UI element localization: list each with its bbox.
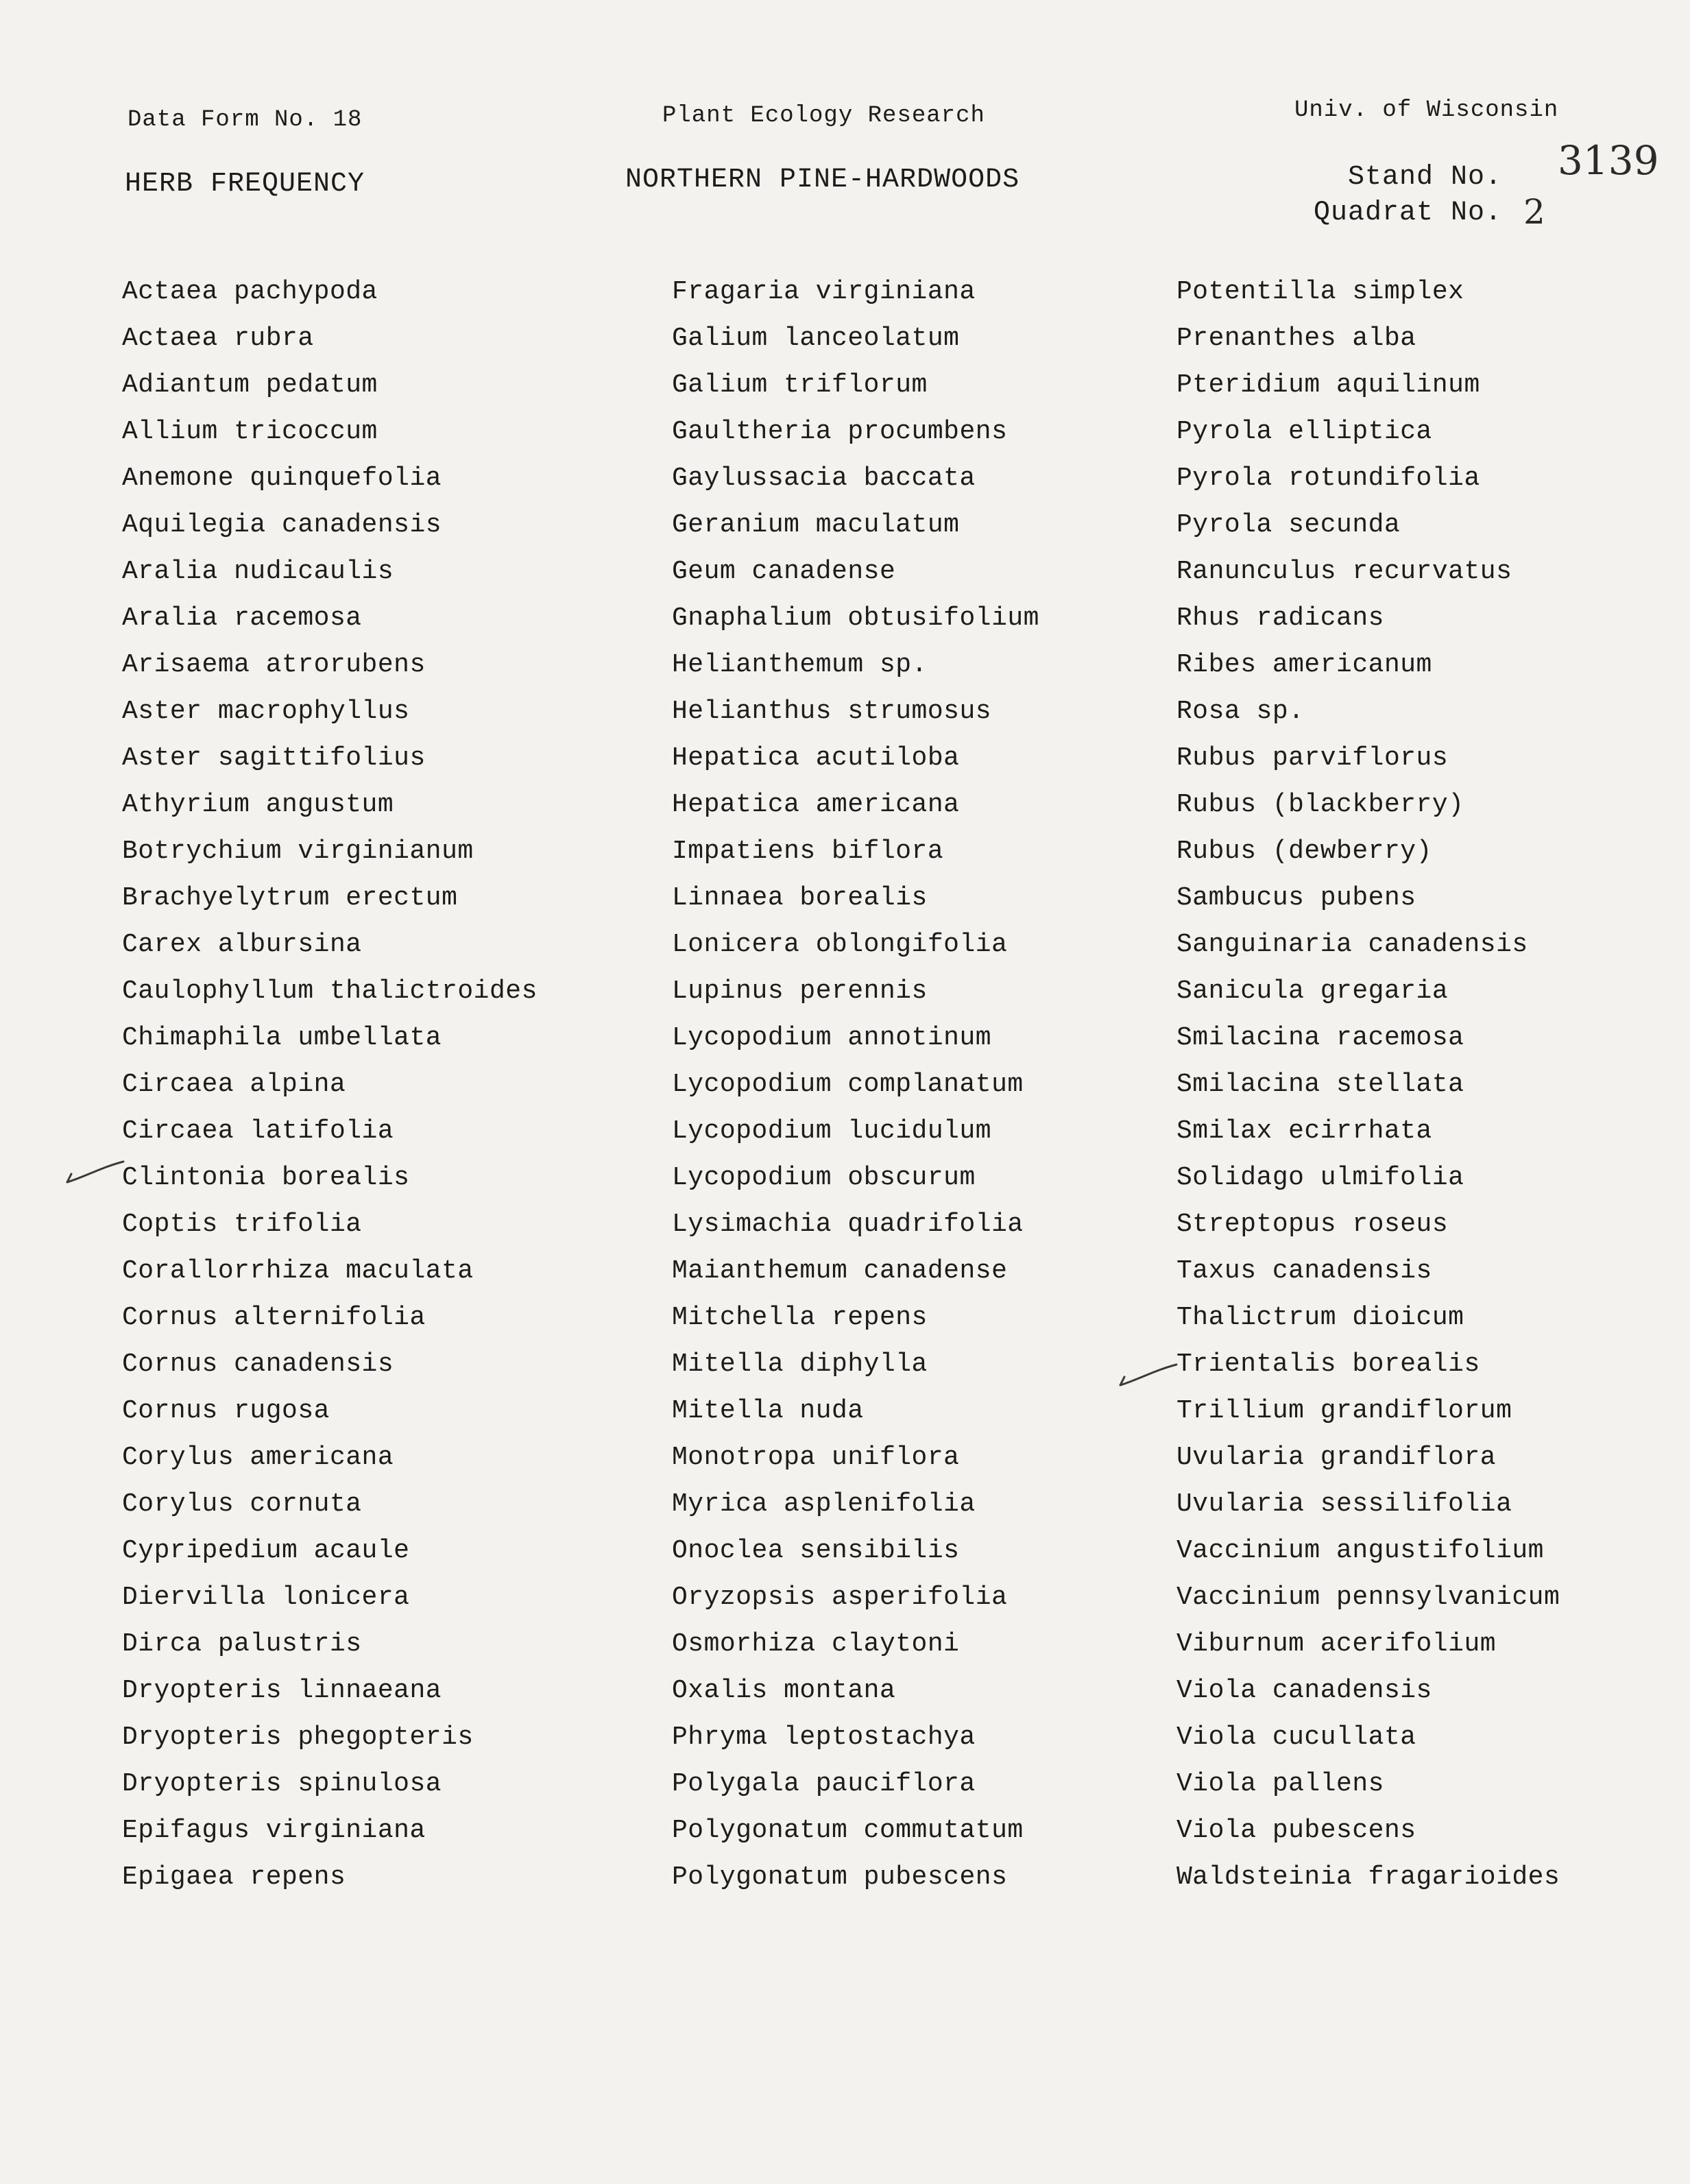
university-label: Univ. of Wisconsin	[1294, 97, 1559, 123]
species-item: Ranunculus recurvatus	[1176, 557, 1512, 586]
checkmark-icon	[1118, 1362, 1179, 1389]
species-item: Gaylussacia baccata	[672, 464, 976, 493]
species-item: Dryopteris phegopteris	[122, 1723, 474, 1752]
species-item: Monotropa uniflora	[672, 1443, 960, 1472]
species-item: Gaultheria procumbens	[672, 417, 1008, 446]
species-item: Helianthemum sp.	[672, 650, 928, 680]
species-item: Lonicera oblongifolia	[672, 930, 1008, 959]
species-item: Prenanthes alba	[1176, 324, 1416, 353]
species-item: Waldsteinia fragarioides	[1176, 1862, 1560, 1892]
species-item: Brachyelytrum erectum	[122, 883, 458, 913]
species-item: Pyrola rotundifolia	[1176, 464, 1480, 493]
species-item: Viola pubescens	[1176, 1816, 1416, 1845]
species-item: Rubus (blackberry)	[1176, 790, 1464, 819]
species-item: Vaccinium angustifolium	[1176, 1536, 1544, 1565]
species-item: Helianthus strumosus	[672, 697, 992, 726]
species-item: Hepatica americana	[672, 790, 960, 819]
species-item: Fragaria virginiana	[672, 277, 976, 307]
stand-number-label: Stand No.	[1348, 162, 1503, 193]
species-item: Polygonatum pubescens	[672, 1862, 1008, 1892]
species-item: Sanguinaria canadensis	[1176, 930, 1528, 959]
species-item: Arisaema atrorubens	[122, 650, 426, 680]
species-item: Potentilla simplex	[1176, 277, 1464, 307]
species-item: Actaea pachypoda	[122, 277, 378, 307]
species-item: Oxalis montana	[672, 1676, 896, 1705]
species-item: Gnaphalium obtusifolium	[672, 603, 1039, 633]
species-item: Impatiens biflora	[672, 837, 944, 866]
species-item: Polygala pauciflora	[672, 1769, 976, 1799]
species-item: Viburnum acerifolium	[1176, 1629, 1497, 1659]
species-item: Adiantum pedatum	[122, 370, 378, 400]
species-item: Corylus americana	[122, 1443, 394, 1472]
species-item: Lysimachia quadrifolia	[672, 1210, 1024, 1239]
species-item: Actaea rubra	[122, 324, 314, 353]
quadrat-number-value: 2	[1523, 192, 1545, 232]
species-item: Carex albursina	[122, 930, 362, 959]
species-item: Clintonia borealis	[122, 1163, 410, 1192]
species-item: Uvularia sessilifolia	[1176, 1489, 1512, 1519]
species-item: Dryopteris linnaeana	[122, 1676, 442, 1705]
species-item: Rubus (dewberry)	[1176, 837, 1432, 866]
species-item: Rhus radicans	[1176, 603, 1384, 633]
species-item: Rosa sp.	[1176, 697, 1305, 726]
species-item: Solidago ulmifolia	[1176, 1163, 1464, 1192]
species-column-1	[122, 269, 538, 1901]
species-item: Vaccinium pennsylvanicum	[1176, 1583, 1560, 1612]
species-item: Pteridium aquilinum	[1176, 370, 1480, 400]
species-item: Aralia racemosa	[122, 603, 362, 633]
species-item: Uvularia grandiflora	[1176, 1443, 1497, 1472]
species-item: Mitella nuda	[672, 1396, 864, 1426]
species-item: Caulophyllum thalictroides	[122, 976, 538, 1006]
species-item: Smilacina racemosa	[1176, 1023, 1464, 1053]
species-item: Trientalis borealis	[1176, 1349, 1480, 1379]
species-column-2	[672, 269, 1039, 1901]
community-title: NORTHERN PINE-HARDWOODS	[625, 165, 1020, 195]
species-item: Sambucus pubens	[1176, 883, 1416, 913]
species-item: Athyrium angustum	[122, 790, 394, 819]
species-item: Polygonatum commutatum	[672, 1816, 1024, 1845]
species-item: Trillium grandiflorum	[1176, 1396, 1512, 1426]
species-item: Lupinus perennis	[672, 976, 928, 1006]
species-item: Viola canadensis	[1176, 1676, 1432, 1705]
species-item: Aster sagittifolius	[122, 743, 426, 773]
species-item: Myrica asplenifolia	[672, 1489, 976, 1519]
species-item: Cornus rugosa	[122, 1396, 330, 1426]
species-item: Mitella diphylla	[672, 1349, 928, 1379]
species-item: Botrychium virginianum	[122, 837, 474, 866]
checkmark-icon	[64, 1159, 126, 1186]
species-item: Smilax ecirrhata	[1176, 1116, 1432, 1146]
species-item: Allium tricoccum	[122, 417, 378, 446]
species-item: Geranium maculatum	[672, 510, 960, 540]
species-item: Pyrola secunda	[1176, 510, 1401, 540]
species-item: Anemone quinquefolia	[122, 464, 442, 493]
species-item: Diervilla lonicera	[122, 1583, 410, 1612]
quadrat-number-label: Quadrat No.	[1314, 197, 1503, 228]
species-item: Smilacina stellata	[1176, 1070, 1464, 1099]
species-item: Cornus alternifolia	[122, 1303, 426, 1332]
species-item: Corallorrhiza maculata	[122, 1256, 474, 1286]
species-item: Oryzopsis asperifolia	[672, 1583, 1008, 1612]
species-item: Viola pallens	[1176, 1769, 1384, 1799]
species-item: Cypripedium acaule	[122, 1536, 410, 1565]
species-item: Osmorhiza claytoni	[672, 1629, 960, 1659]
organization-label: Plant Ecology Research	[662, 103, 985, 129]
species-item: Dirca palustris	[122, 1629, 362, 1659]
species-item: Galium triflorum	[672, 370, 928, 400]
species-item: Viola cucullata	[1176, 1723, 1416, 1752]
species-item: Epifagus virginiana	[122, 1816, 426, 1845]
species-item: Streptopus roseus	[1176, 1210, 1449, 1239]
species-column-3	[1176, 269, 1560, 1901]
species-item: Aralia nudicaulis	[122, 557, 394, 586]
species-item: Mitchella repens	[672, 1303, 928, 1332]
species-item: Galium lanceolatum	[672, 324, 960, 353]
species-item: Pyrola elliptica	[1176, 417, 1432, 446]
species-item: Sanicula gregaria	[1176, 976, 1449, 1006]
species-item: Lycopodium lucidulum	[672, 1116, 992, 1146]
species-item: Hepatica acutiloba	[672, 743, 960, 773]
form-number-label: Data Form No. 18	[128, 107, 363, 133]
species-item: Lycopodium annotinum	[672, 1023, 992, 1053]
species-item: Maianthemum canadense	[672, 1256, 1008, 1286]
species-item: Aster macrophyllus	[122, 697, 410, 726]
species-item: Geum canadense	[672, 557, 896, 586]
species-item: Circaea alpina	[122, 1070, 346, 1099]
species-item: Coptis trifolia	[122, 1210, 362, 1239]
species-item: Corylus cornuta	[122, 1489, 362, 1519]
stand-number-value: 3139	[1558, 137, 1659, 184]
species-item: Dryopteris spinulosa	[122, 1769, 442, 1799]
species-item: Thalictrum dioicum	[1176, 1303, 1464, 1332]
species-item: Cornus canadensis	[122, 1349, 394, 1379]
species-item: Lycopodium complanatum	[672, 1070, 1024, 1099]
species-item: Linnaea borealis	[672, 883, 928, 913]
species-item: Lycopodium obscurum	[672, 1163, 976, 1192]
species-item: Ribes americanum	[1176, 650, 1432, 680]
species-item: Epigaea repens	[122, 1862, 346, 1892]
species-item: Phryma leptostachya	[672, 1723, 976, 1752]
species-item: Onoclea sensibilis	[672, 1536, 960, 1565]
species-item: Circaea latifolia	[122, 1116, 394, 1146]
form-type-title: HERB FREQUENCY	[125, 169, 365, 200]
species-item: Rubus parviflorus	[1176, 743, 1449, 773]
species-item: Taxus canadensis	[1176, 1256, 1432, 1286]
species-item: Aquilegia canadensis	[122, 510, 442, 540]
species-item: Chimaphila umbellata	[122, 1023, 442, 1053]
